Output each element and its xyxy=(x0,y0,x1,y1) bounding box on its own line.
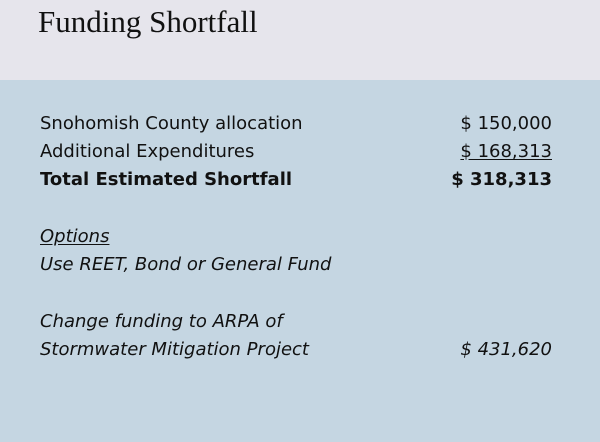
total-shortfall-amount: $ 318,313 xyxy=(451,169,552,190)
arpa-amount: $ 431,620 xyxy=(460,339,552,360)
slide-title: Funding Shortfall xyxy=(38,4,258,39)
additional-expenditures-amount: $ 168,313 xyxy=(460,141,552,162)
total-shortfall-label: Total Estimated Shortfall xyxy=(40,169,293,190)
allocation-row xyxy=(40,113,552,141)
options-heading-row xyxy=(40,226,552,254)
additional-expenditures-label: Additional Expenditures xyxy=(40,141,255,162)
options-line: Use REET, Bond or General Fund xyxy=(40,254,332,275)
arpa-line2: Stormwater Mitigation Project xyxy=(40,339,309,360)
arpa-line2-row xyxy=(40,339,552,367)
title-band xyxy=(0,0,600,80)
arpa-line1: Change funding to ARPA of xyxy=(40,311,283,332)
arpa-line1-row xyxy=(40,311,552,339)
options-heading: Options xyxy=(40,226,110,247)
total-shortfall-row xyxy=(40,169,552,197)
options-line-row xyxy=(40,254,552,282)
additional-expenditures-row xyxy=(40,141,552,169)
allocation-amount: $ 150,000 xyxy=(460,113,552,134)
allocation-label: Snohomish County allocation xyxy=(40,113,303,134)
